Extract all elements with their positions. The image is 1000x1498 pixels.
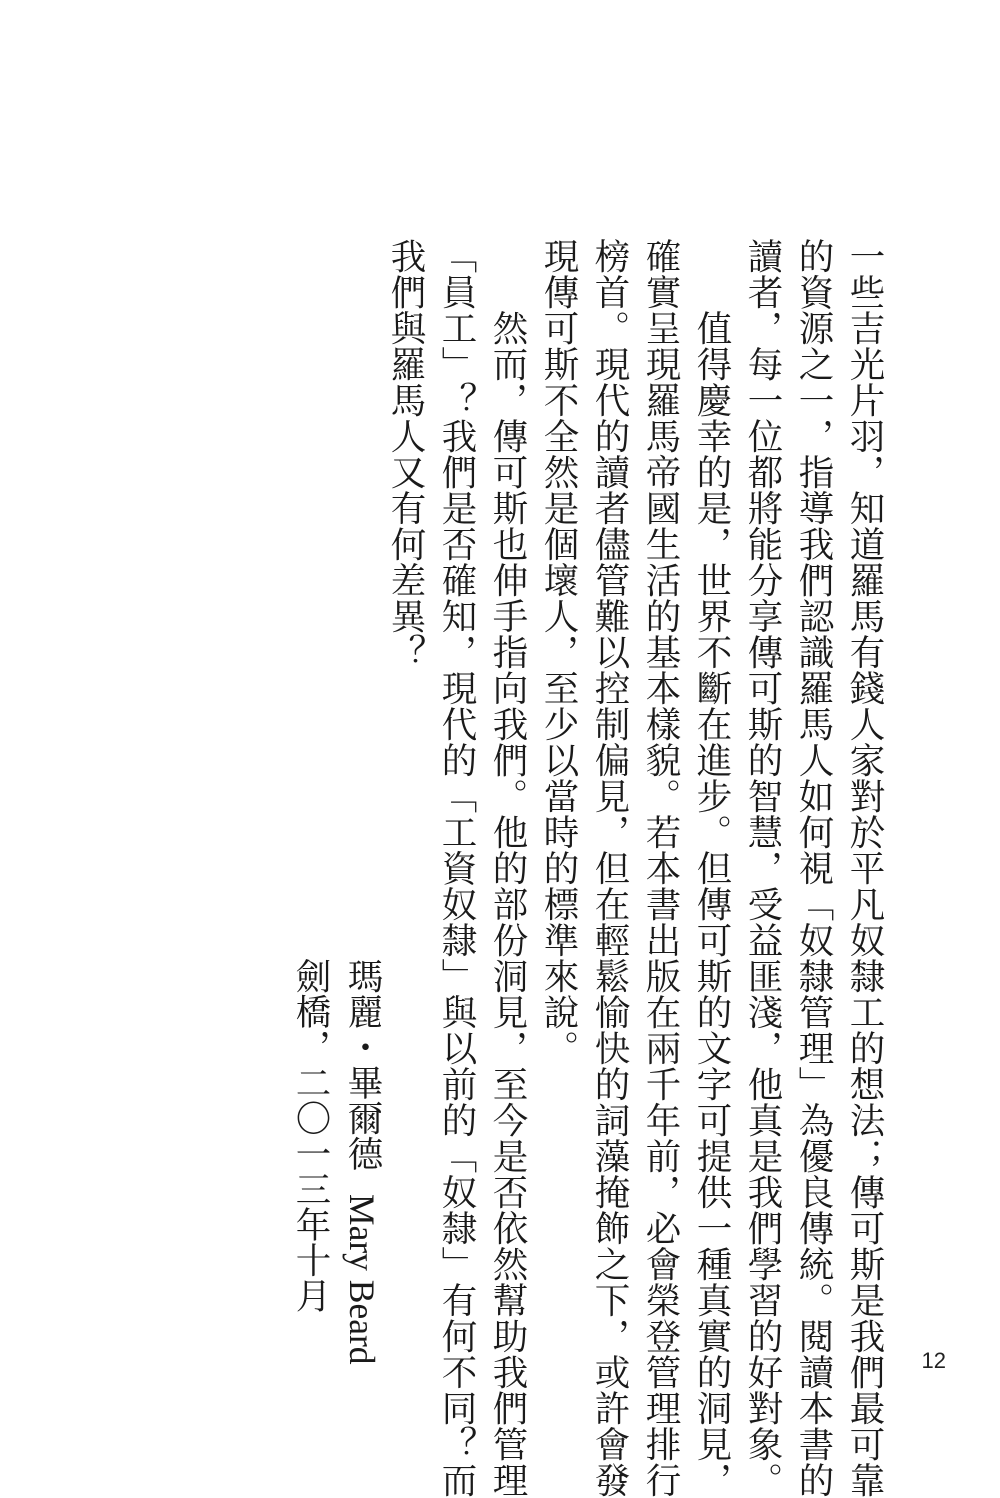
body-line: 榜首。現代的讀者儘管難以控制偏見，但在輕鬆愉快的詞藻掩飾之下，或許會發 bbox=[589, 238, 630, 1498]
body-line: 讀者，每一位都將能分享傳可斯的智慧，受益匪淺，他真是我們學習的好對象。 bbox=[742, 238, 783, 1498]
body-line: 確實呈現羅馬帝國生活的基本樣貌。若本書出版在兩千年前，必會榮登管理排行 bbox=[640, 238, 681, 1498]
author-name-english: Mary Beard bbox=[342, 1194, 382, 1365]
body-line: 一些吉光片羽，知道羅馬有錢人家對於平凡奴隸工的想法；傳可斯是我們最可靠 bbox=[844, 238, 885, 1498]
signature-place-date: 劍橋，二〇一三年十月 bbox=[290, 958, 331, 1313]
signature-name-line bbox=[336, 958, 388, 1365]
body-line-indented: 然而，傳可斯也伸手指向我們。他的部份洞見，至今是否依然幫助我們管理 bbox=[487, 310, 528, 1498]
page-number: 12 bbox=[921, 1348, 946, 1373]
author-signature bbox=[285, 958, 388, 1365]
body-line: 的資源之一，指導我們認識羅馬人如何視「奴隸管理」為優良傳統。閱讀本書的 bbox=[793, 238, 834, 1498]
body-line: 我們與羅馬人又有何差異？ bbox=[385, 238, 426, 670]
body-line-indented: 值得慶幸的是，世界不斷在進步。但傳可斯的文字可提供一種真實的洞見， bbox=[691, 310, 732, 1498]
author-name-chinese: 瑪麗・畢爾德 bbox=[342, 958, 383, 1171]
body-line: 現傳可斯不全然是個壞人，至少以當時的標準來說。 bbox=[538, 238, 579, 1066]
body-line: 「員工」？我們是否確知，現代的「工資奴隸」與以前的「奴隸」有何不同？而 bbox=[436, 238, 477, 1498]
body-text bbox=[380, 238, 890, 1498]
